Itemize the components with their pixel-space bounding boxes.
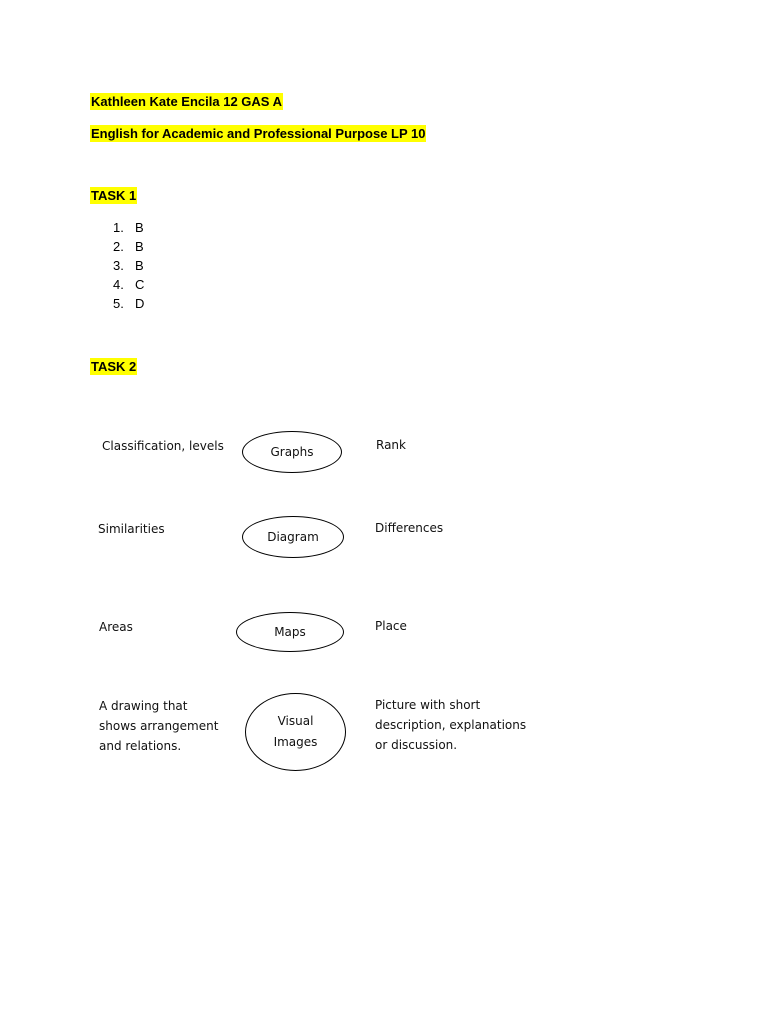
maps-ellipse: Maps [236, 612, 344, 652]
diagram-ellipse: Diagram [242, 516, 344, 558]
list-item: 4. C [113, 277, 145, 292]
list-item: 2. B [113, 239, 144, 254]
subject-line: English for Academic and Professional Purpose LP 10 [91, 126, 426, 141]
list-item: 5. D [113, 296, 145, 311]
visual-images-left-label: A drawing that shows arrangement and relations. [99, 699, 219, 753]
graphs-ellipse: Graphs [242, 431, 342, 473]
list-item: 3. B [113, 258, 144, 273]
task1-answer-list [113, 218, 144, 313]
visual-images-ellipse: Visual Images [245, 693, 346, 771]
task2-title: TASK 2 [91, 359, 137, 374]
graphs-right-label: Rank [376, 438, 406, 452]
diagram-left-label: Similarities [98, 522, 165, 536]
visual-images-right-label: Picture with short description, explanations or discussion. [375, 698, 527, 752]
student-name-line: Kathleen Kate Encila 12 GAS A [91, 94, 282, 109]
maps-right-label: Place [375, 619, 407, 633]
diagram-right-label: Differences [375, 521, 444, 535]
list-item: 1. B [113, 220, 144, 235]
maps-left-label: Areas [99, 620, 133, 634]
task1-title: TASK 1 [91, 188, 137, 203]
graphs-left-label: Classification, levels [102, 439, 224, 453]
